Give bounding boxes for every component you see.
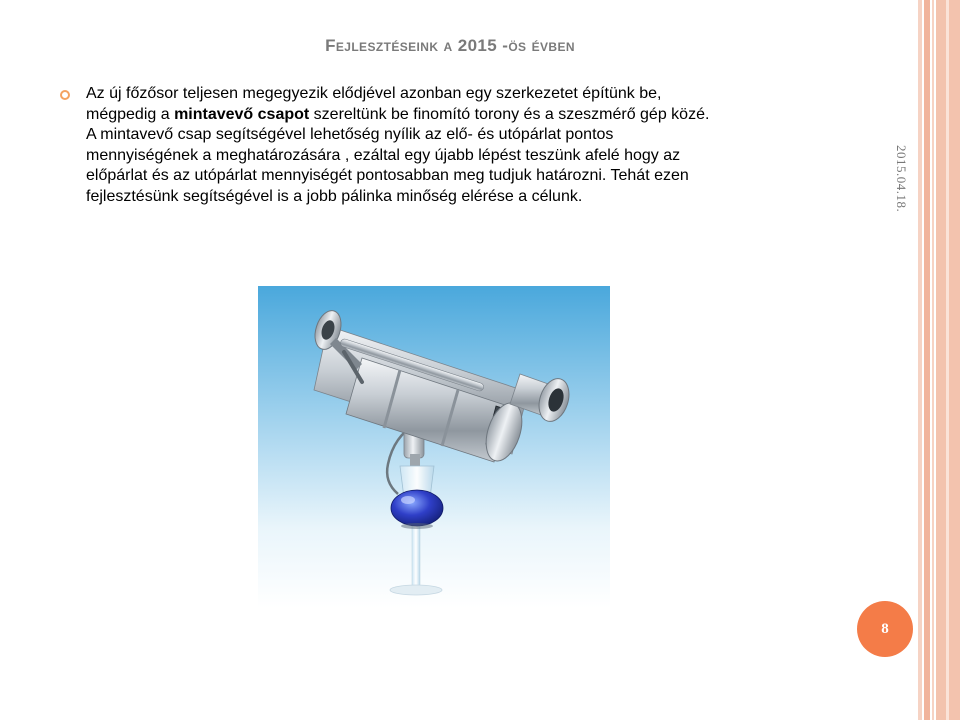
bullet-circle-icon: [60, 90, 70, 100]
bullet-line: előpárlat és az utópárlat mennyiségét pontosabban meg tudjuk határozni. Tehát ezen: [86, 167, 689, 184]
bullet-line: Az új főzősor teljesen megegyezik elődjével azonban egy szerkezetet építünk be,: [86, 85, 662, 102]
decorative-stripe: [946, 0, 949, 720]
sampling-valve-image: [258, 286, 610, 608]
bold-term: mintavevő csapot: [174, 105, 310, 123]
bullet-text: [86, 84, 816, 207]
bullet-line: fejlesztésünk segítségével is a jobb pálinka minőség elérése a célunk.: [86, 187, 583, 205]
slide-title: Fejlesztéseink a 2015 -ös évben: [325, 36, 575, 55]
bullet-line: A mintavevő csap segítségével lehetőség nyílik az elő- és utópárlat pontos: [86, 126, 614, 143]
decorative-stripe: [918, 0, 922, 720]
bullet-line: [86, 105, 816, 126]
bullet-line-part: szereltünk be finomító torony és a szeszmérő gép közé.: [309, 105, 710, 123]
decorative-stripe: [924, 0, 930, 720]
slide-date: 2015.04.18.: [894, 145, 909, 213]
bullet-line: mennyiségének a meghatározására , ezáltal egy újabb lépést teszünk afelé hogy az: [86, 146, 681, 164]
bullet-line-part: mégpedig a: [86, 105, 175, 123]
decorative-stripe: [932, 0, 934, 720]
page-number-badge: 8: [857, 601, 913, 657]
